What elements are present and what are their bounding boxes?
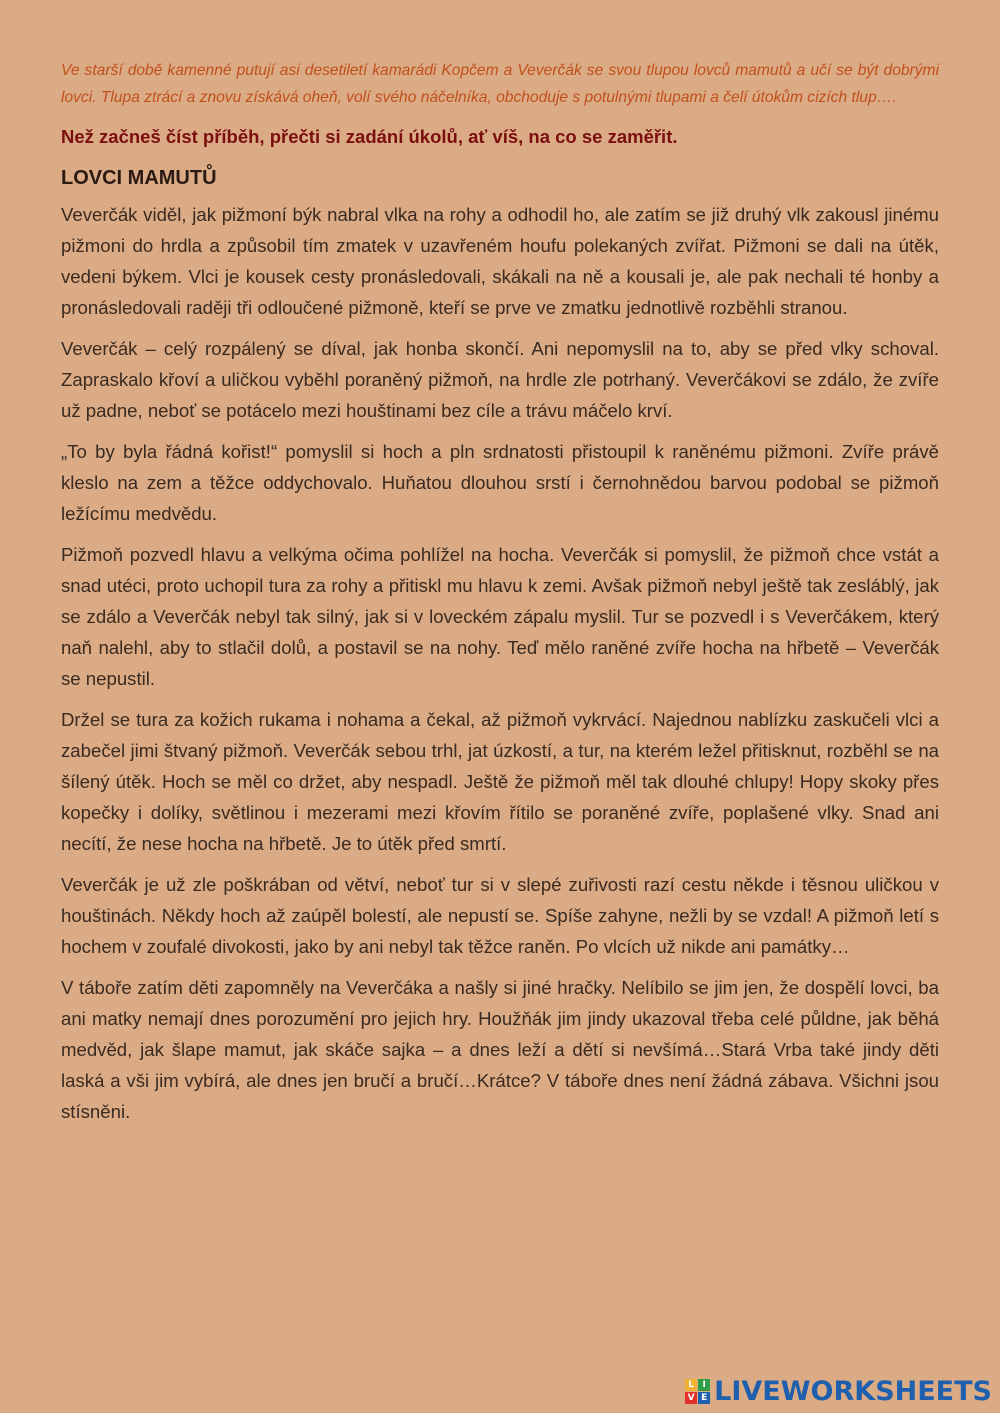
story-paragraph-1: Veverčák viděl, jak pižmoní býk nabral vlka na rohy a odhodil ho, ale zatím se již druhý vlk zakousl jinému pižmoni do hrdla a způsobil tím zmatek v uzavřeném houfu polekaných zvířat. Pižmoni se dali na útěk, vedeni býkem. Vlci je kousek cesty pronásledovali, skákali na ně a kousali je, ale pak nechali té honby a pronásledovali raději tři odloučené pižmoně, kteří se prve ve zmatku jednotlivě rozběhli stranou. bbox=[61, 204, 939, 318]
brand-name: LIVEWORKSHEETS bbox=[714, 1376, 992, 1407]
story-paragraph-7: V táboře zatím děti zapomněly na Veverčáka a našly si jiné hračky. Nelíbilo se jim jen, že dospělí lovci, ba ani matky nemají dnes porozumění pro jejich hry. Houžňák jim jindy ukazoval třeba celé půldne, jak běhá medvěd, jak šlape mamut, jak skáče sajka – a dnes leží a dětí si nevšímá…Stará Vrba také jindy děti laská a vši jim vybírá, ale dnes jen bručí a bručí…Krátce? V táboře dnes není žádná zábava. Všichni jsou stísněni. bbox=[61, 977, 939, 1122]
story-title: LOVCI MAMUTŮ bbox=[61, 167, 217, 189]
reading-instruction: Než začneš číst příběh, přečti si zadání úkolů, ať víš, na co se zaměřit. bbox=[61, 126, 678, 147]
liveworksheets-logo-icon bbox=[685, 1379, 710, 1404]
story-paragraph-4: Pižmoň pozvedl hlavu a velkýma očima pohlížel na hocha. Veverčák si pomyslil, že pižmoň chce vstát a snad utéci, proto uchopil tura za rohy a přitiskl mu hlavu k zemi. Avšak pižmoň nebyl ještě tak zesláblý, jak se zdálo a Veverčák nebyl tak silný, jak si v loveckém zápalu myslil. Tur se pozvedl i s Veverčákem, který naň nalehl, aby to stlačil dolů, a postavil se na nohy. Teď mělo raněné zvíře hocha na hřbetě – Veverčák se nepustil. bbox=[61, 544, 939, 689]
intro-text: Ve starší době kamenné putují asi desetiletí kamarádi Kopčem a Veverčák se svou tlupou lovců mamutů a učí se být dobrými lovci. Tlupa ztrácí a znovu získává oheň, volí svého náčelníka, obchoduje s potulnými tlupami a čelí útokům cizích tlup…. bbox=[61, 62, 939, 106]
logo-letter-l: L bbox=[685, 1379, 697, 1391]
story-paragraph-3: „To by byla řádná kořist!“ pomyslil si hoch a pln srdnatosti přistoupil k raněnému pižmoni. Zvíře právě kleslo na zem a těžce oddychovalo. Huňatou dlouhou srstí i černohnědou barvou podobal se pižmoň ležícímu medvědu. bbox=[61, 441, 939, 524]
worksheet-content bbox=[61, 58, 939, 1137]
logo-letter-i: I bbox=[698, 1379, 710, 1391]
logo-letter-e: E bbox=[698, 1392, 710, 1404]
story-paragraph-6: Veverčák je už zle poškrában od větví, neboť tur si v slepé zuřivosti razí cestu někde i těsnou uličkou v houštinách. Někdy hoch až zaúpěl bolestí, ale nepustí se. Spíše zahyne, nežli by se vzdal! A pižmoň letí s hochem v zoufalé divokosti, jako by ani nebyl tak těžce raněn. Po vlcích už nikde ani památky… bbox=[61, 874, 939, 957]
story-paragraph-2: Veverčák – celý rozpálený se díval, jak honba skončí. Ani nepomyslil na to, aby se před vlky schoval. Zapraskalo křoví a uličkou vyběhl poraněný pižmoň, na hrdle zle potrhaný. Veverčákovi se zdálo, že zvíře už padne, neboť se potácelo mezi houštinami bez cíle a trávu máčelo krví. bbox=[61, 338, 939, 421]
logo-letter-v: V bbox=[685, 1392, 697, 1404]
liveworksheets-brand[interactable] bbox=[685, 1376, 992, 1407]
story-paragraph-5: Držel se tura za kožich rukama i nohama a čekal, až pižmoň vykrvácí. Najednou nablízku zaskučeli vlci a zabečel jimi štvaný pižmoň. Veverčák sebou trhl, jat úzkostí, a tur, na kterém ležel přitisknut, rozběhl se na šílený útěk. Hoch se měl co držet, aby nespadl. Ještě že pižmoň měl tak dlouhé chlupy! Hopy skoky přes kopečky i dolíky, světlinou i mezerami mezi křovím řítilo se poraněné zvíře, poplašené vlky. Snad ani necítí, že nese hocha na hřbetě. Je to útěk před smrtí. bbox=[61, 709, 939, 854]
